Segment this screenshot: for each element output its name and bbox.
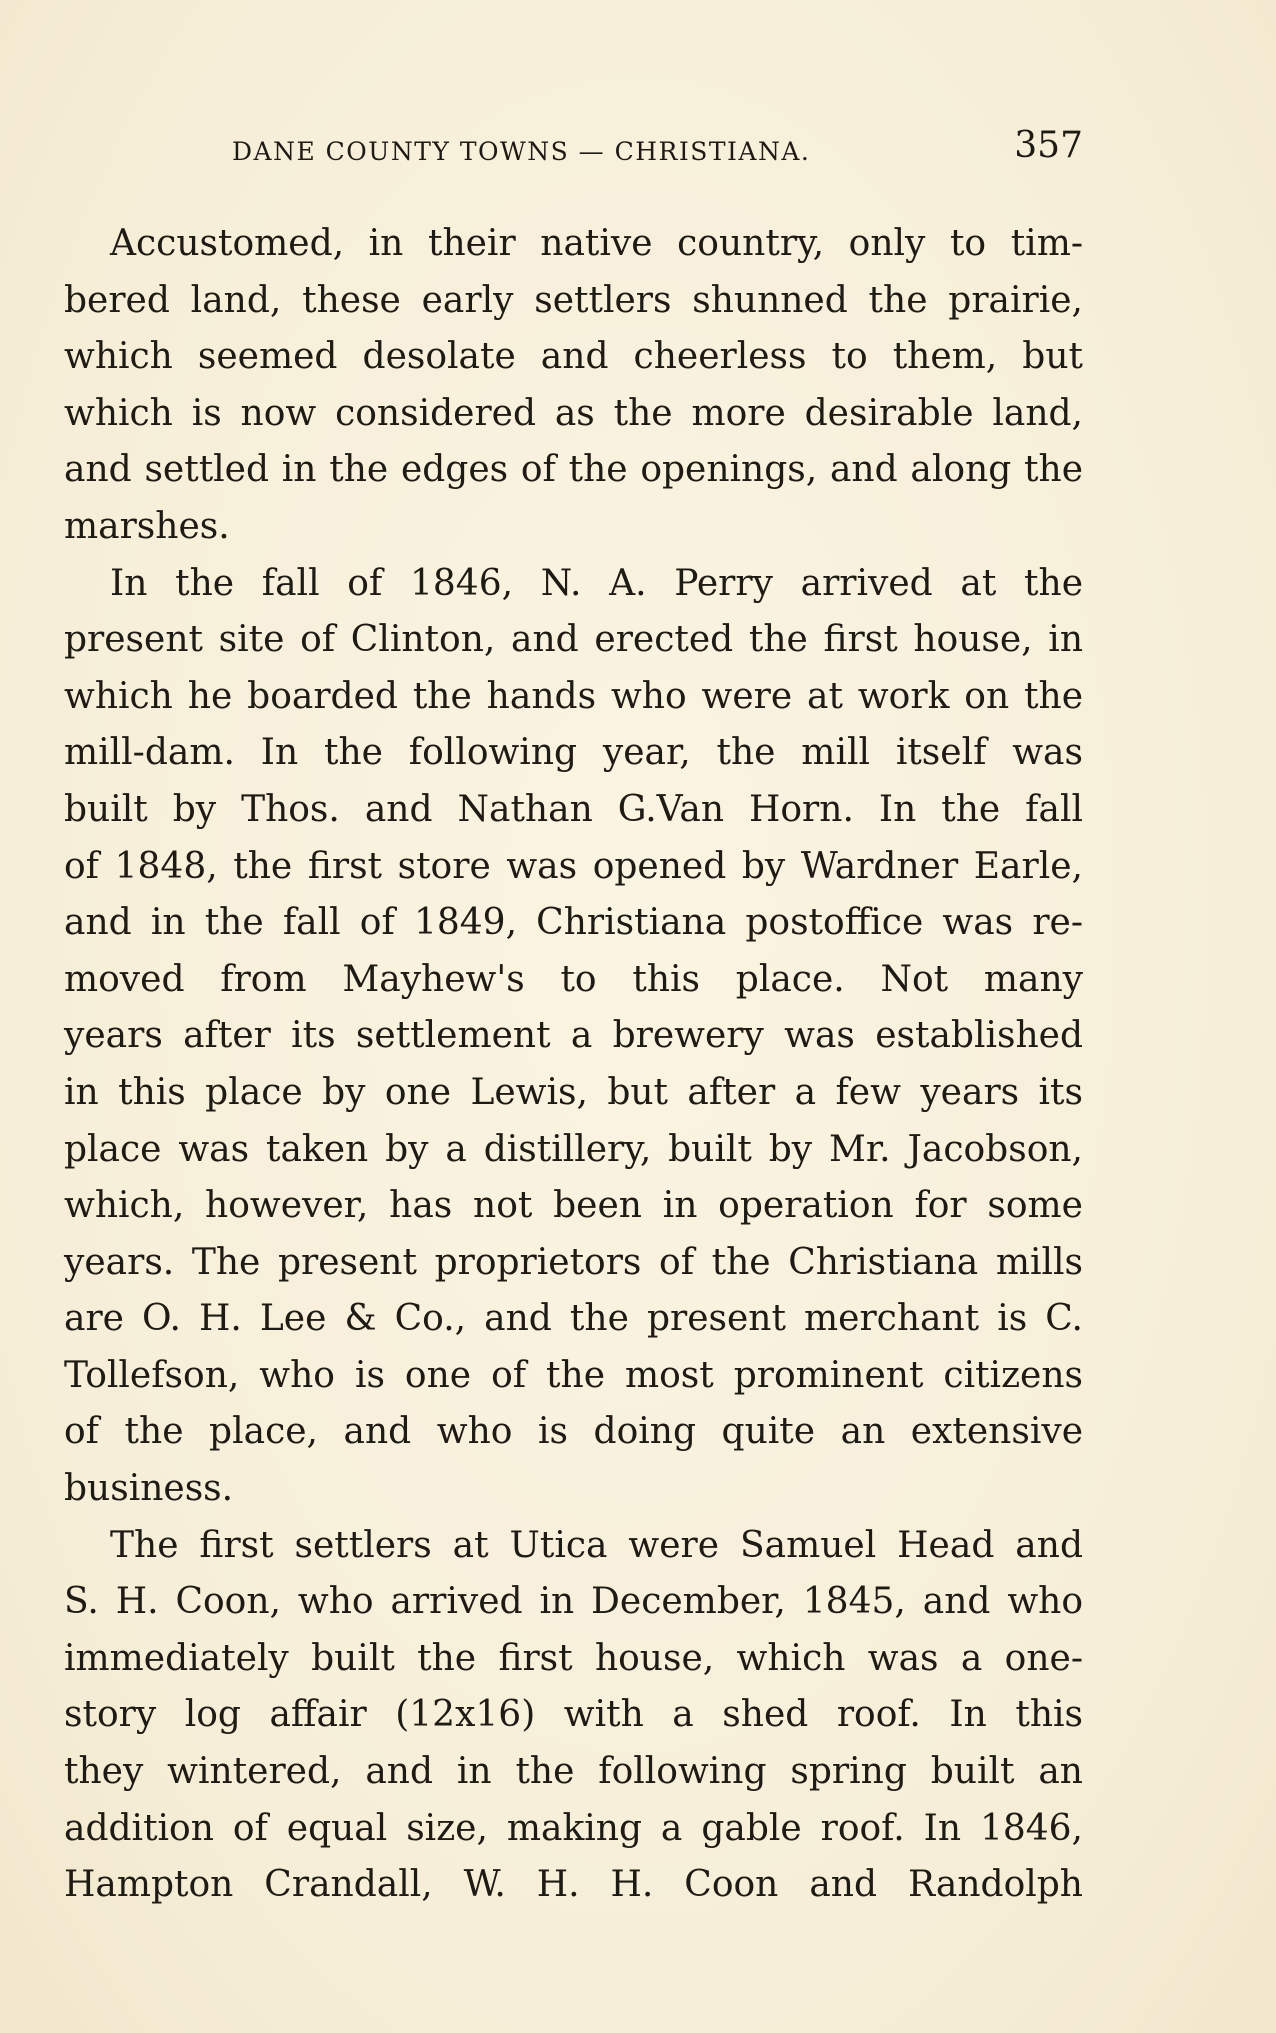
text-line: which, however, has not been in operation for some <box>64 1185 1083 1227</box>
text-line: built by Thos. and Nathan G.Van Horn. In the fall <box>64 788 1083 830</box>
text-line: mill-dam. In the following year, the mill itself was <box>64 732 1083 774</box>
text-line: Tollefson, who is one of the most prominent citizens <box>64 1354 1083 1396</box>
text-line: bered land, these early settlers shunned the prairie, <box>64 279 1083 321</box>
text-line: and settled in the edges of the openings, and along the <box>64 449 1083 491</box>
text-line: S. H. Coon, who arrived in December, 1845, and who <box>64 1581 1083 1623</box>
text-line: business. <box>64 1468 234 1510</box>
text-line: which is now considered as the more desirable land, <box>64 392 1083 434</box>
text-line: in this place by one Lewis, but after a few years its <box>64 1071 1083 1113</box>
text-line: which seemed desolate and cheerless to them, but <box>64 336 1083 378</box>
text-line: which he boarded the hands who were at work on the <box>64 675 1083 717</box>
text-line: Hampton Crandall, W. H. H. Coon and Randolph <box>64 1864 1083 1906</box>
text-line: of 1848, the first store was opened by Wardner Earle, <box>64 845 1083 887</box>
text-line: place was taken by a distillery, built by Mr. Jacobson, <box>64 1128 1083 1170</box>
text-line: moved from Mayhew's to this place. Not many <box>64 958 1083 1000</box>
text-line: marshes. <box>64 505 230 547</box>
page-header <box>232 125 1083 175</box>
text-line: Accustomed, in their native country, only to tim- <box>110 223 1083 264</box>
text-line: are O. H. Lee & Co., and the present merchant is C. <box>64 1298 1083 1340</box>
text-line: and in the fall of 1849, Christiana postoffice was re- <box>64 902 1083 944</box>
text-line: In the fall of 1846, N. A. Perry arrived at the <box>110 562 1083 604</box>
text-line: present site of Clinton, and erected the first house, in <box>64 619 1083 661</box>
running-head: DANE COUNTY TOWNS — CHRISTIANA. <box>232 137 811 166</box>
text-line: of the place, and who is doing quite an extensive <box>64 1411 1083 1453</box>
text-line: story log affair (12x16) with a shed roof. In this <box>64 1694 1083 1736</box>
text-line: The first settlers at Utica were Samuel Head and <box>110 1524 1083 1566</box>
text-line: years after its settlement a brewery was established <box>64 1015 1083 1057</box>
text-line: years. The present proprietors of the Christiana mills <box>64 1241 1083 1283</box>
page-number: 357 <box>1014 125 1083 166</box>
text-line: addition of equal size, making a gable roof. In 1846, <box>64 1807 1083 1849</box>
text-line: immediately built the first house, which was a one- <box>64 1637 1083 1679</box>
body-text <box>64 216 1083 1914</box>
text-line: they wintered, and in the following spring built an <box>64 1751 1083 1793</box>
